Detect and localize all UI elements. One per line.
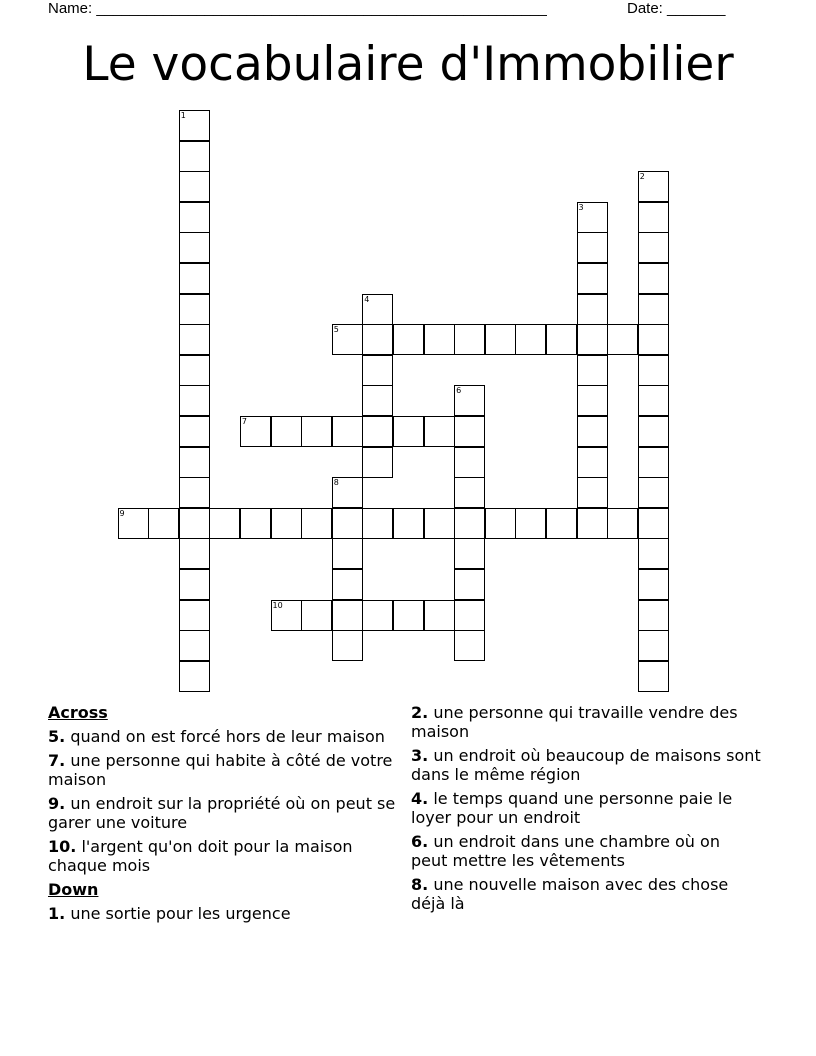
clue-number-label: 5	[333, 325, 339, 335]
grid-cell[interactable]	[301, 600, 332, 631]
date-field-label: Date: _______	[627, 0, 726, 17]
grid-cell[interactable]	[638, 171, 669, 202]
grid-cell[interactable]	[577, 416, 608, 447]
clue-text: une nouvelle maison avec des chose déjà là	[411, 875, 729, 913]
grid-cell[interactable]	[240, 416, 271, 447]
clue-text: quand on est forcé hors de leur maison	[70, 727, 385, 746]
grid-cell[interactable]	[179, 294, 210, 325]
grid-cell[interactable]	[393, 416, 424, 447]
clue-text: une sortie pour les urgence	[70, 904, 291, 923]
clue-number: 5.	[48, 727, 66, 746]
grid-cell[interactable]	[332, 569, 363, 600]
grid-cell[interactable]	[301, 508, 332, 539]
grid-cell[interactable]	[179, 202, 210, 233]
grid-cell[interactable]	[454, 630, 485, 661]
down-clue-3	[411, 746, 761, 784]
grid-cell[interactable]	[638, 232, 669, 263]
down-clue-1	[48, 904, 398, 923]
clue-number-label: 10	[272, 600, 283, 610]
clue-number-label: 4	[364, 294, 370, 304]
grid-cell[interactable]	[638, 538, 669, 569]
grid-cell[interactable]	[515, 324, 546, 355]
grid-cell[interactable]	[638, 416, 669, 447]
grid-cell[interactable]	[577, 294, 608, 325]
across-clue-10	[48, 837, 398, 875]
grid-cell[interactable]	[454, 569, 485, 600]
grid-cell[interactable]	[179, 538, 210, 569]
grid-cell[interactable]	[638, 263, 669, 294]
grid-cell[interactable]	[515, 508, 546, 539]
grid-cell[interactable]	[271, 508, 302, 539]
across-clue-7	[48, 751, 398, 789]
clue-number-label: 1	[180, 111, 186, 120]
grid-cell[interactable]	[607, 324, 638, 355]
grid-cell[interactable]	[546, 324, 577, 355]
grid-cell[interactable]	[577, 202, 608, 233]
grid-cell[interactable]	[638, 661, 669, 692]
grid-cell[interactable]	[454, 447, 485, 478]
grid-cell[interactable]	[271, 416, 302, 447]
clues-right-column	[411, 703, 761, 918]
down-heading: Down	[48, 880, 99, 899]
grid-cell[interactable]	[577, 232, 608, 263]
grid-cell[interactable]	[424, 324, 455, 355]
grid-cell[interactable]	[638, 600, 669, 631]
grid-cell[interactable]	[393, 600, 424, 631]
across-heading: Across	[48, 703, 108, 722]
grid-cell[interactable]	[179, 600, 210, 631]
clue-number: 8.	[411, 875, 429, 894]
grid-cell[interactable]	[638, 355, 669, 386]
grid-cell[interactable]	[577, 355, 608, 386]
grid-cell[interactable]	[485, 324, 516, 355]
grid-cell[interactable]	[393, 508, 424, 539]
grid-cell[interactable]	[240, 508, 271, 539]
grid-cell[interactable]	[393, 324, 424, 355]
grid-cell[interactable]	[607, 508, 638, 539]
grid-cell[interactable]	[638, 447, 669, 478]
grid-cell[interactable]	[454, 385, 485, 416]
clue-number: 9.	[48, 794, 66, 813]
grid-cell[interactable]	[179, 110, 210, 141]
across-clue-5	[48, 727, 398, 746]
clue-number-label: 7	[241, 417, 247, 426]
clue-number: 1.	[48, 904, 66, 923]
grid-cell[interactable]	[577, 324, 608, 355]
grid-cell[interactable]	[179, 447, 210, 478]
page-title: Le vocabulaire d'Immobilier	[82, 37, 734, 92]
down-clue-6	[411, 832, 761, 870]
grid-cell[interactable]	[638, 324, 669, 355]
grid-cell[interactable]	[577, 447, 608, 478]
clue-number-label: 9	[119, 508, 125, 518]
clue-number: 2.	[411, 703, 429, 722]
grid-cell[interactable]	[454, 416, 485, 447]
grid-cell[interactable]	[332, 630, 363, 661]
grid-cell[interactable]	[638, 477, 669, 508]
grid-cell[interactable]	[424, 600, 455, 631]
grid-cell[interactable]	[546, 508, 577, 539]
clue-number-label: 8	[333, 478, 339, 488]
grid-cell[interactable]	[179, 630, 210, 661]
clue-number-label: 3	[578, 202, 584, 212]
grid-cell[interactable]	[332, 538, 363, 569]
grid-cell[interactable]	[638, 569, 669, 600]
grid-cell[interactable]	[179, 324, 210, 355]
grid-cell[interactable]	[179, 661, 210, 692]
grid-cell[interactable]	[362, 294, 393, 325]
grid-cell[interactable]	[424, 416, 455, 447]
grid-cell[interactable]	[362, 416, 393, 447]
clue-number: 3.	[411, 746, 429, 765]
grid-cell[interactable]	[179, 171, 210, 202]
grid-cell[interactable]	[638, 508, 669, 539]
clue-number: 7.	[48, 751, 66, 770]
grid-cell[interactable]	[332, 508, 363, 539]
grid-cell[interactable]	[179, 477, 210, 508]
grid-cell[interactable]	[148, 508, 179, 539]
grid-cell[interactable]	[179, 569, 210, 600]
grid-cell[interactable]	[301, 416, 332, 447]
grid-cell[interactable]	[362, 355, 393, 386]
grid-cell[interactable]	[179, 263, 210, 294]
clue-text: un endroit dans une chambre où on peut mettre les vêtements	[411, 832, 720, 870]
clue-text: une personne qui travaille vendre des maison	[411, 703, 738, 741]
grid-cell[interactable]	[118, 508, 149, 539]
down-clue-4	[411, 789, 761, 827]
grid-cell[interactable]	[179, 508, 210, 539]
grid-cell[interactable]	[454, 600, 485, 631]
grid-cell[interactable]	[638, 630, 669, 661]
grid-cell[interactable]	[209, 508, 240, 539]
grid-cell[interactable]	[362, 508, 393, 539]
clue-number: 10.	[48, 837, 77, 856]
grid-cell[interactable]	[577, 263, 608, 294]
grid-cell[interactable]	[485, 508, 516, 539]
grid-cell[interactable]	[332, 324, 363, 355]
grid-cell[interactable]	[577, 385, 608, 416]
grid-cell[interactable]	[638, 385, 669, 416]
clue-text: le temps quand une personne paie le loyer pour un endroit	[411, 789, 733, 827]
grid-cell[interactable]	[454, 324, 485, 355]
grid-cell[interactable]	[454, 508, 485, 539]
clue-number: 4.	[411, 789, 429, 808]
grid-cell[interactable]	[332, 416, 363, 447]
grid-cell[interactable]	[638, 202, 669, 233]
grid-cell[interactable]	[271, 600, 302, 631]
grid-cell[interactable]	[362, 324, 393, 355]
grid-cell[interactable]	[179, 232, 210, 263]
name-field-label: Name: ______________________________________________________	[48, 0, 547, 17]
clue-text: une personne qui habite à côté de votre maison	[48, 751, 393, 789]
clue-number-label: 2	[639, 172, 645, 182]
grid-cell[interactable]	[179, 385, 210, 416]
grid-cell[interactable]	[454, 477, 485, 508]
clue-text: l'argent qu'on doit pour la maison chaque mois	[48, 837, 353, 875]
grid-cell[interactable]	[179, 355, 210, 386]
clue-number: 6.	[411, 832, 429, 851]
grid-cell[interactable]	[362, 600, 393, 631]
across-clue-9	[48, 794, 398, 832]
grid-cell[interactable]	[362, 447, 393, 478]
clues-left-column	[48, 703, 398, 928]
down-clue-8	[411, 875, 761, 913]
clue-number-label: 6	[456, 386, 462, 396]
down-clue-2	[411, 703, 761, 741]
grid-cell[interactable]	[179, 141, 210, 172]
grid-cell[interactable]	[454, 538, 485, 569]
clue-text: un endroit où beaucoup de maisons sont dans le même région	[411, 746, 761, 784]
clue-text: un endroit sur la propriété où on peut se garer une voiture	[48, 794, 396, 832]
grid-cell[interactable]	[332, 600, 363, 631]
grid-cell[interactable]	[577, 508, 608, 539]
grid-cell[interactable]	[638, 294, 669, 325]
grid-cell[interactable]	[362, 385, 393, 416]
grid-cell[interactable]	[577, 477, 608, 508]
grid-cell[interactable]	[179, 416, 210, 447]
grid-cell[interactable]	[332, 477, 363, 508]
grid-cell[interactable]	[424, 508, 455, 539]
